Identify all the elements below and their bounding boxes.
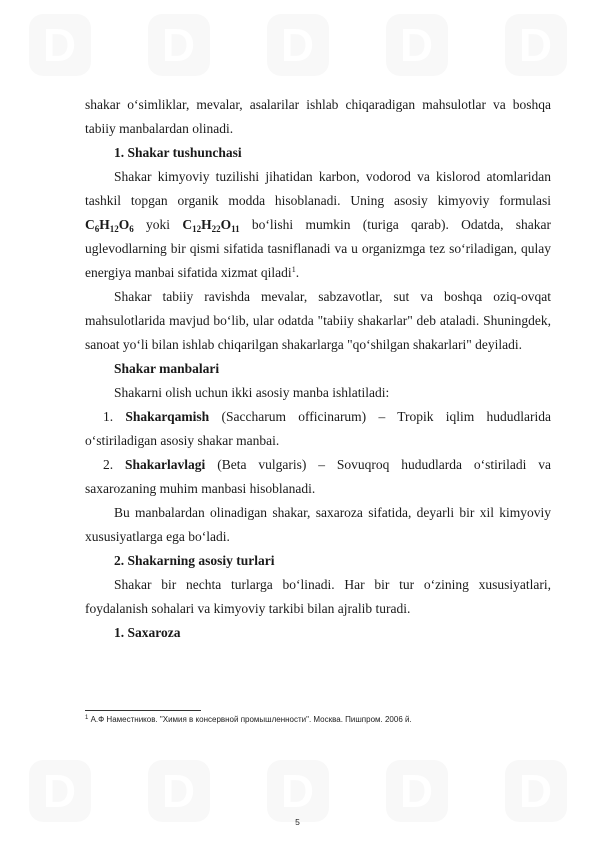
page-number: 5 bbox=[295, 817, 300, 827]
definition-text-continued: bo‘lishi mumkin (turiga qarab). Odatda, shakar uglevodlarning bir qismi sifatida tasniflanadi va u organizmga tez so‘riladigan, qulay energiya manbai sifatida xizmat qiladi bbox=[85, 217, 551, 280]
subsection-heading-sucrose: 1. Saxaroza bbox=[114, 625, 181, 640]
watermark-logo: D bbox=[29, 14, 91, 76]
types-paragraph: Shakar bir nechta turlarga bo‘linadi. Har bir tur o‘zining xususiyatlari, foydalanish sohalari va kimyoviy tarkibi bilan ajralib turadi. bbox=[85, 577, 551, 616]
watermark-logo: D bbox=[148, 14, 210, 76]
watermark-row bbox=[0, 760, 595, 822]
watermark-logo: D bbox=[386, 14, 448, 76]
definition-connector: yoki bbox=[133, 217, 183, 232]
section-heading-sources: Shakar manbalari bbox=[114, 361, 220, 376]
list-item-term: Shakarqamish bbox=[125, 409, 210, 424]
footnote-reference[interactable]: 1 bbox=[291, 265, 296, 274]
list-item bbox=[85, 453, 551, 501]
watermark-logo: D bbox=[386, 760, 448, 822]
intro-paragraph: shakar o‘simliklar, mevalar, asalarilar ishlab chiqaradigan mahsulotlar va boshqa tabiiy manbalardan olinadi. bbox=[85, 97, 551, 136]
watermark-logo: D bbox=[267, 760, 329, 822]
section-heading-types: 2. Shakarning asosiy turlari bbox=[114, 553, 275, 568]
natural-sugar-paragraph: Shakar tabiiy ravishda mevalar, sabzavotlar, sut va boshqa oziq-ovqat mahsulotlarida mavjud bo‘lib, ular odatda "tabiiy shakarlar" deb ataladi. Shuningdek, sanoat yo‘li bilan ishlab chiqarilgan shakarlarga "qo‘shilgan shakarlari" deyiladi. bbox=[85, 289, 551, 352]
watermark-logo: D bbox=[29, 760, 91, 822]
list-item-description: (Beta vulgaris) – Sovuqroq hududlarda o‘stiriladi va saxarozaning muhim manbasi hisoblanadi. bbox=[85, 457, 551, 496]
footnote-divider bbox=[85, 710, 201, 711]
document-body bbox=[85, 93, 551, 645]
watermark-logo: D bbox=[505, 760, 567, 822]
definition-text: Shakar kimyoviy tuzilishi jihatidan karbon, vodorod va kislorod atomlaridan tashkil topgan organik modda hisoblanadi. Uning asosiy kimyoviy formulasi bbox=[85, 169, 551, 208]
list-item bbox=[85, 405, 551, 453]
list-item-number: 1. bbox=[103, 409, 114, 424]
sources-intro-paragraph: Shakarni olish uchun ikki asosiy manba ishlatiladi: bbox=[114, 385, 390, 400]
watermark-logo: D bbox=[267, 14, 329, 76]
footnote bbox=[85, 714, 551, 726]
section-heading-concept: 1. Shakar tushunchasi bbox=[114, 145, 242, 160]
watermark-row bbox=[0, 14, 595, 76]
formula-glucose: $C_6H_{12}O_6$ bbox=[85, 217, 134, 234]
definition-paragraph: Shakar kimyoviy tuzilishi jihatidan karbon, vodorod va kislorod atomlaridan tashkil topgan organik modda hisoblanadi. Uning asosiy kimyoviy formulasi $C_6H_{12}O_6$ yoki $C_{12}H_{22}O_{11}$ bo‘lishi mumkin (turiga qarab). Odatda, shakar uglevodlarning bir qismi sifatida tasniflanadi va u organizmga tez so‘riladigan, qulay energiya manbai sifatida xizmat qiladi$^1$. bbox=[85, 169, 551, 280]
list-item-number: 2. bbox=[103, 457, 114, 472]
formula-sucrose: $C_{12}H_{22}O_{11}$ bbox=[182, 217, 240, 234]
list-item-description: (Saccharum officinarum) – Tropik iqlim hududlarida o‘stiriladigan asosiy shakar manbai. bbox=[85, 409, 552, 448]
list-item-term: Shakarlavlagi bbox=[125, 457, 206, 472]
watermark-logo: D bbox=[505, 14, 567, 76]
footnote-number: 1 bbox=[85, 715, 89, 721]
watermark-logo: D bbox=[148, 760, 210, 822]
footnote-text: А.Ф Наместников. "Химия в консервной промышленности". Москва. Пишпром. 2006 й. bbox=[88, 715, 412, 724]
sucrose-paragraph: Bu manbalardan olinadigan shakar, saxaroza sifatida, deyarli bir xil kimyoviy xususiyatlarga ega bo‘ladi. bbox=[85, 505, 551, 544]
